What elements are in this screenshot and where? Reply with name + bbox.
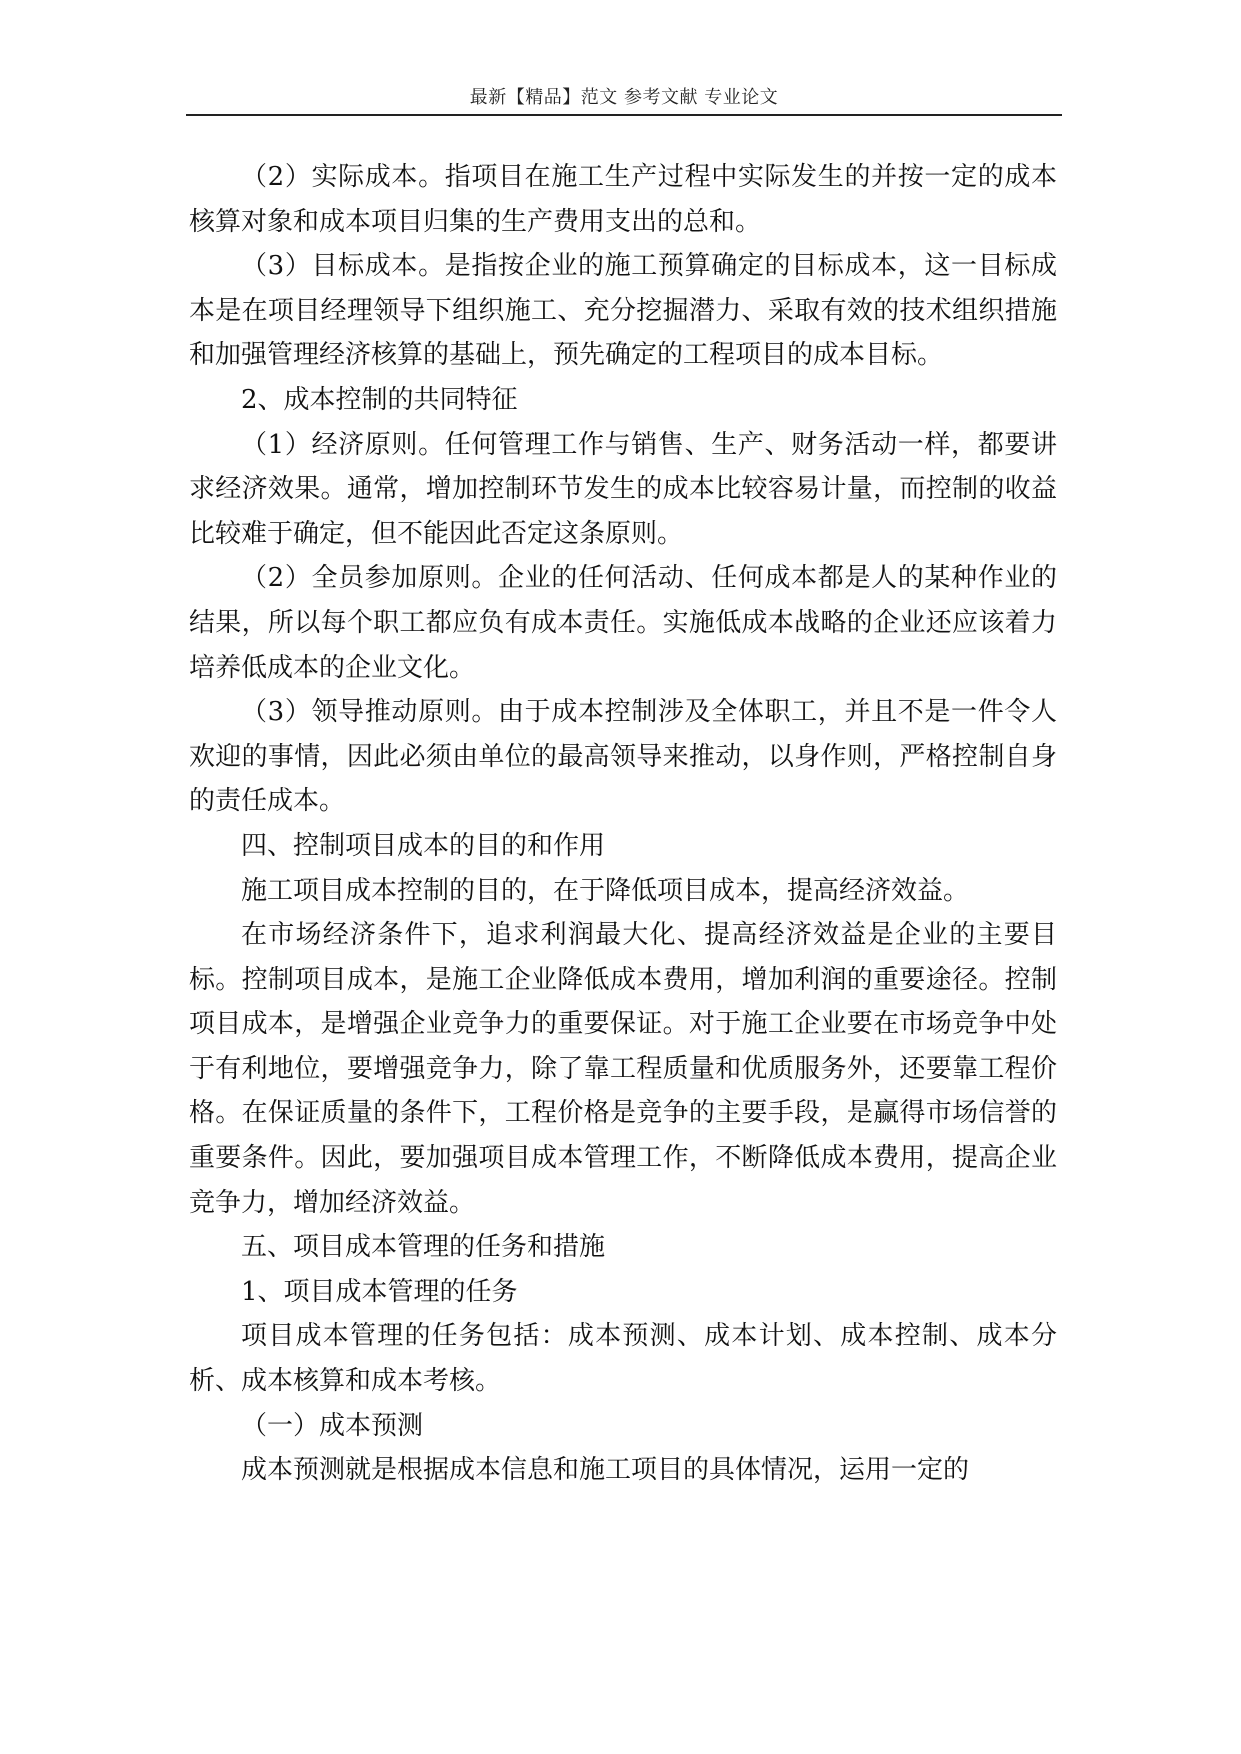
- document-body: [189, 155, 1057, 1493]
- paragraph-leadership-principle: （3）领导推动原则。由于成本控制涉及全体职工，并且不是一件令人欢迎的事情，因此必须由单位的最高领导来推动，以身作则，严格控制自身的责任成本。: [189, 697, 1057, 817]
- paragraph-actual-cost: （2）实际成本。指项目在施工生产过程中实际发生的并按一定的成本核算对象和成本项目归集的生产费用支出的总和。: [189, 162, 1057, 237]
- paragraph-market-economy: 在市场经济条件下，追求利润最大化、提高经济效益是企业的主要目标。控制项目成本，是施工企业降低成本费用，增加利润的重要途径。控制项目成本，是增强企业竞争力的重要保证。对于施工企业要在市场竞争中处于有利地位，要增强竞争力，除了靠工程质量和优质服务外，还要靠工程价格。在保证质量的条件下，工程价格是竞争的主要手段，是赢得市场信誉的重要条件。因此，要加强项目成本管理工作，不断降低成本费用，提高企业竞争力，增加经济效益。: [189, 920, 1057, 1218]
- heading-common-features: 2、成本控制的共同特征: [241, 384, 518, 415]
- page-header: 最新【精品】范文 参考文献 专业论文: [469, 87, 779, 108]
- header-divider: [186, 114, 1062, 116]
- heading-tasks: 1、项目成本管理的任务: [241, 1276, 518, 1307]
- paragraph-full-participation: （2）全员参加原则。企业的任何活动、任何成本都是人的某种作业的结果，所以每个职工都应负有成本责任。实施低成本战略的企业还应该着力培养低成本的企业文化。: [189, 563, 1057, 683]
- heading-section-five: 五、项目成本管理的任务和措施: [241, 1232, 606, 1263]
- heading-cost-forecast: （一）成本预测: [241, 1410, 424, 1441]
- paragraph-economic-principle: （1）经济原则。任何管理工作与销售、生产、财务活动一样，都要讲求经济效果。通常，增加控制环节发生的成本比较容易计量，而控制的收益比较难于确定，但不能因此否定这条原则。: [189, 429, 1057, 549]
- paragraph-purpose: 施工项目成本控制的目的，在于降低项目成本，提高经济效益。: [241, 875, 970, 906]
- paragraph-target-cost: （3）目标成本。是指按企业的施工预算确定的目标成本，这一目标成本是在项目经理领导下组织施工、充分挖掘潜力、采取有效的技术组织措施和加强管理经济核算的基础上，预先确定的工程项目的成本目标。: [189, 251, 1057, 371]
- paragraph-tasks-list: 项目成本管理的任务包括：成本预测、成本计划、成本控制、成本分析、成本核算和成本考核。: [189, 1321, 1057, 1397]
- paragraph-cost-forecast: 成本预测就是根据成本信息和施工项目的具体情况，运用一定的: [241, 1455, 970, 1486]
- heading-section-four: 四、控制项目成本的目的和作用: [241, 830, 606, 861]
